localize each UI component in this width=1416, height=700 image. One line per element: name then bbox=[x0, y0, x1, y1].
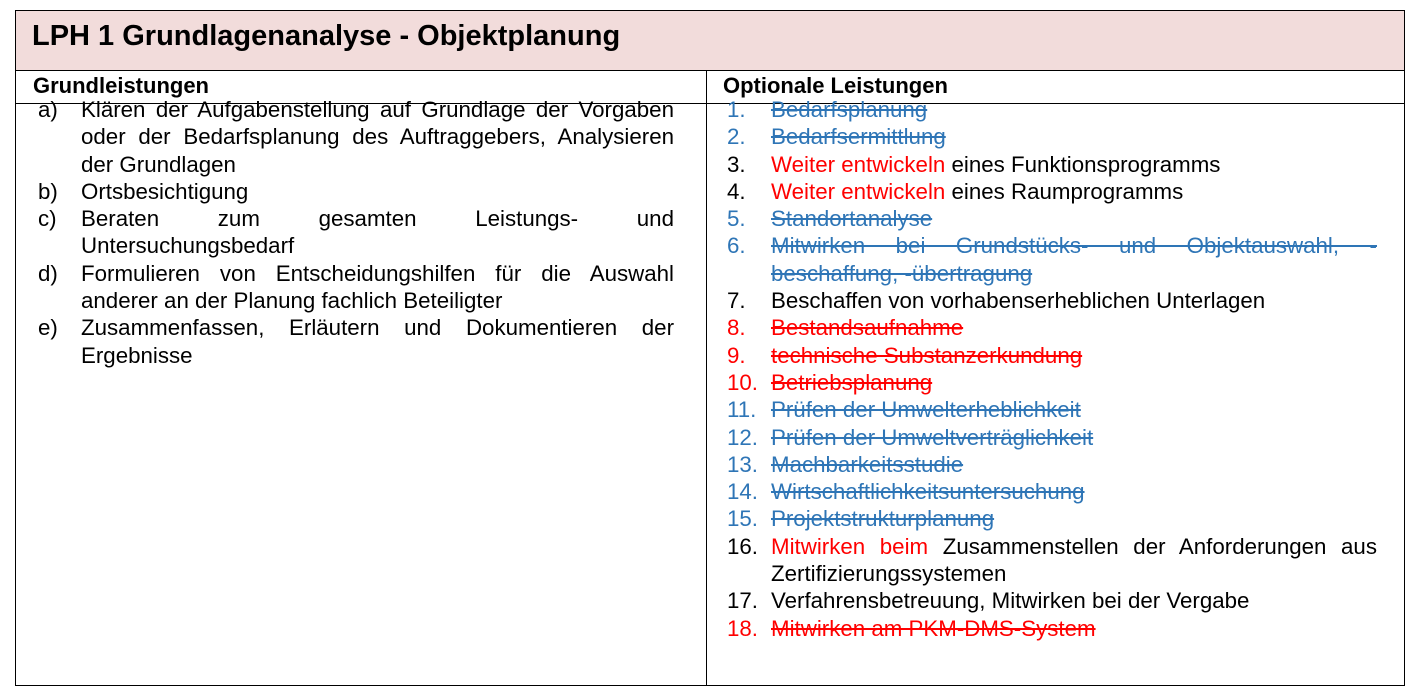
list-marker: 8. bbox=[727, 315, 746, 341]
optionale-leistung-item bbox=[727, 451, 1377, 478]
optionale-leistung-item bbox=[727, 505, 1377, 532]
optionale-leistung-item bbox=[727, 205, 1377, 232]
list-marker: 18. bbox=[727, 615, 758, 641]
column-divider bbox=[706, 71, 707, 686]
page-title: LPH 1 Grundlagenanalyse - Objektplanung bbox=[32, 20, 621, 52]
grundleistung-item bbox=[38, 205, 674, 260]
list-item-text: Mitwirken bei Grundstücks- und Objektauswahl, -beschaffung, -übertragung bbox=[771, 233, 1377, 286]
list-item-text: Formulieren von Entscheidungshilfen für die Auswahl anderer an der Planung fachlich Beteiligter bbox=[81, 260, 674, 314]
list-marker: a) bbox=[38, 97, 58, 122]
list-item-text: Bedarfsplanung bbox=[771, 97, 928, 122]
optionale-leistung-item bbox=[727, 178, 1377, 205]
optionale-leistung-item bbox=[727, 587, 1377, 614]
list-marker: 1. bbox=[727, 97, 746, 122]
optionale-leistung-item bbox=[727, 342, 1377, 369]
list-marker: 5. bbox=[727, 206, 746, 232]
optionale-leistung-item bbox=[727, 478, 1377, 505]
list-item-text: Wirtschaftlichkeitsuntersuchung bbox=[771, 479, 1085, 505]
grundleistungen-list bbox=[38, 96, 674, 369]
list-marker: 10. bbox=[727, 369, 758, 395]
optionale-leistung-item bbox=[727, 96, 1377, 123]
list-item-text: eines Funktionsprogramms bbox=[945, 151, 1221, 177]
list-item-text: Zusammenfassen, Erläutern und Dokumentieren der Ergebnisse bbox=[81, 315, 674, 368]
highlighted-text: Weiter entwickeln bbox=[771, 151, 946, 177]
title-row bbox=[16, 11, 1404, 71]
optionale-leistung-item bbox=[727, 424, 1377, 451]
list-item-text: eines Raumprogramms bbox=[945, 178, 1184, 204]
list-marker: 3. bbox=[727, 151, 746, 177]
list-item-text: Verfahrensbetreuung, Mitwirken bei der Vergabe bbox=[771, 588, 1250, 614]
list-marker: 11. bbox=[727, 397, 757, 423]
list-marker: 12. bbox=[727, 424, 758, 450]
optionale-leistung-item bbox=[727, 287, 1377, 314]
optionale-leistung-item bbox=[727, 123, 1377, 150]
list-item-text: technische Substanzerkundung bbox=[771, 342, 1083, 368]
list-marker: 6. bbox=[727, 233, 746, 259]
grundleistung-item bbox=[38, 314, 674, 369]
list-marker: 7. bbox=[727, 288, 746, 314]
list-item-text: Machbarkeitsstudie bbox=[771, 451, 964, 477]
list-marker: 15. bbox=[727, 506, 758, 532]
list-item-text: Beraten zum gesamten Leistungs- und Untersuchungsbedarf bbox=[81, 206, 674, 259]
column-header-grundleistungen: Grundleistungen bbox=[33, 73, 209, 98]
list-item-text: Bestandsaufnahme bbox=[771, 315, 964, 341]
list-marker: e) bbox=[38, 315, 58, 341]
grundleistung-item bbox=[38, 178, 674, 205]
list-marker: 9. bbox=[727, 342, 746, 368]
grundleistung-item bbox=[38, 260, 674, 315]
list-marker: 2. bbox=[727, 124, 746, 150]
optionale-leistung-item bbox=[727, 369, 1377, 396]
optionale-leistung-item bbox=[727, 314, 1377, 341]
list-marker: 13. bbox=[727, 451, 758, 477]
list-item-text: Projektstrukturplanung bbox=[771, 506, 995, 532]
optionale-leistung-item bbox=[727, 533, 1377, 588]
list-marker: c) bbox=[38, 206, 57, 232]
list-marker: d) bbox=[38, 260, 58, 286]
optionale-leistung-item bbox=[727, 396, 1377, 423]
list-item-text: Prüfen der Umwelterheblichkeit bbox=[771, 397, 1081, 423]
list-marker: 16. bbox=[727, 533, 758, 559]
grundleistung-item bbox=[38, 96, 674, 178]
list-marker: 14. bbox=[727, 479, 758, 505]
list-item-text: Mitwirken am PKM-DMS-System bbox=[771, 615, 1096, 641]
list-item-text: Beschaffen von vorhabenserheblichen Unterlagen bbox=[771, 288, 1266, 314]
highlighted-text: Mitwirken beim bbox=[771, 533, 929, 559]
highlighted-text: Weiter entwickeln bbox=[771, 178, 946, 204]
optionale-leistung-item bbox=[727, 151, 1377, 178]
list-item-text: Zusammenstellen der Anforderungen aus Zertifizierungssystemen bbox=[771, 533, 1377, 587]
list-marker: 4. bbox=[727, 178, 746, 204]
optionale-leistungen-list bbox=[727, 96, 1377, 642]
optionale-leistung-item bbox=[727, 232, 1377, 287]
list-item-text: Standortanalyse bbox=[771, 206, 933, 232]
optionale-leistung-item bbox=[727, 615, 1377, 642]
list-marker: 17. bbox=[727, 588, 758, 614]
list-item-text: Prüfen der Umweltverträglichkeit bbox=[771, 424, 1094, 450]
list-item-text: Ortsbesichtigung bbox=[81, 178, 249, 204]
list-marker: b) bbox=[38, 178, 58, 204]
list-item-text: Betriebsplanung bbox=[771, 369, 933, 395]
list-item-text: Bedarfsermittlung bbox=[771, 124, 946, 150]
column-header-optionale-leistungen: Optionale Leistungen bbox=[723, 73, 948, 98]
list-item-text: Klären der Aufgabenstellung auf Grundlage der Vorgaben oder der Bedarfsplanung des Auftraggebers, Analysieren der Grundlagen bbox=[81, 97, 674, 177]
